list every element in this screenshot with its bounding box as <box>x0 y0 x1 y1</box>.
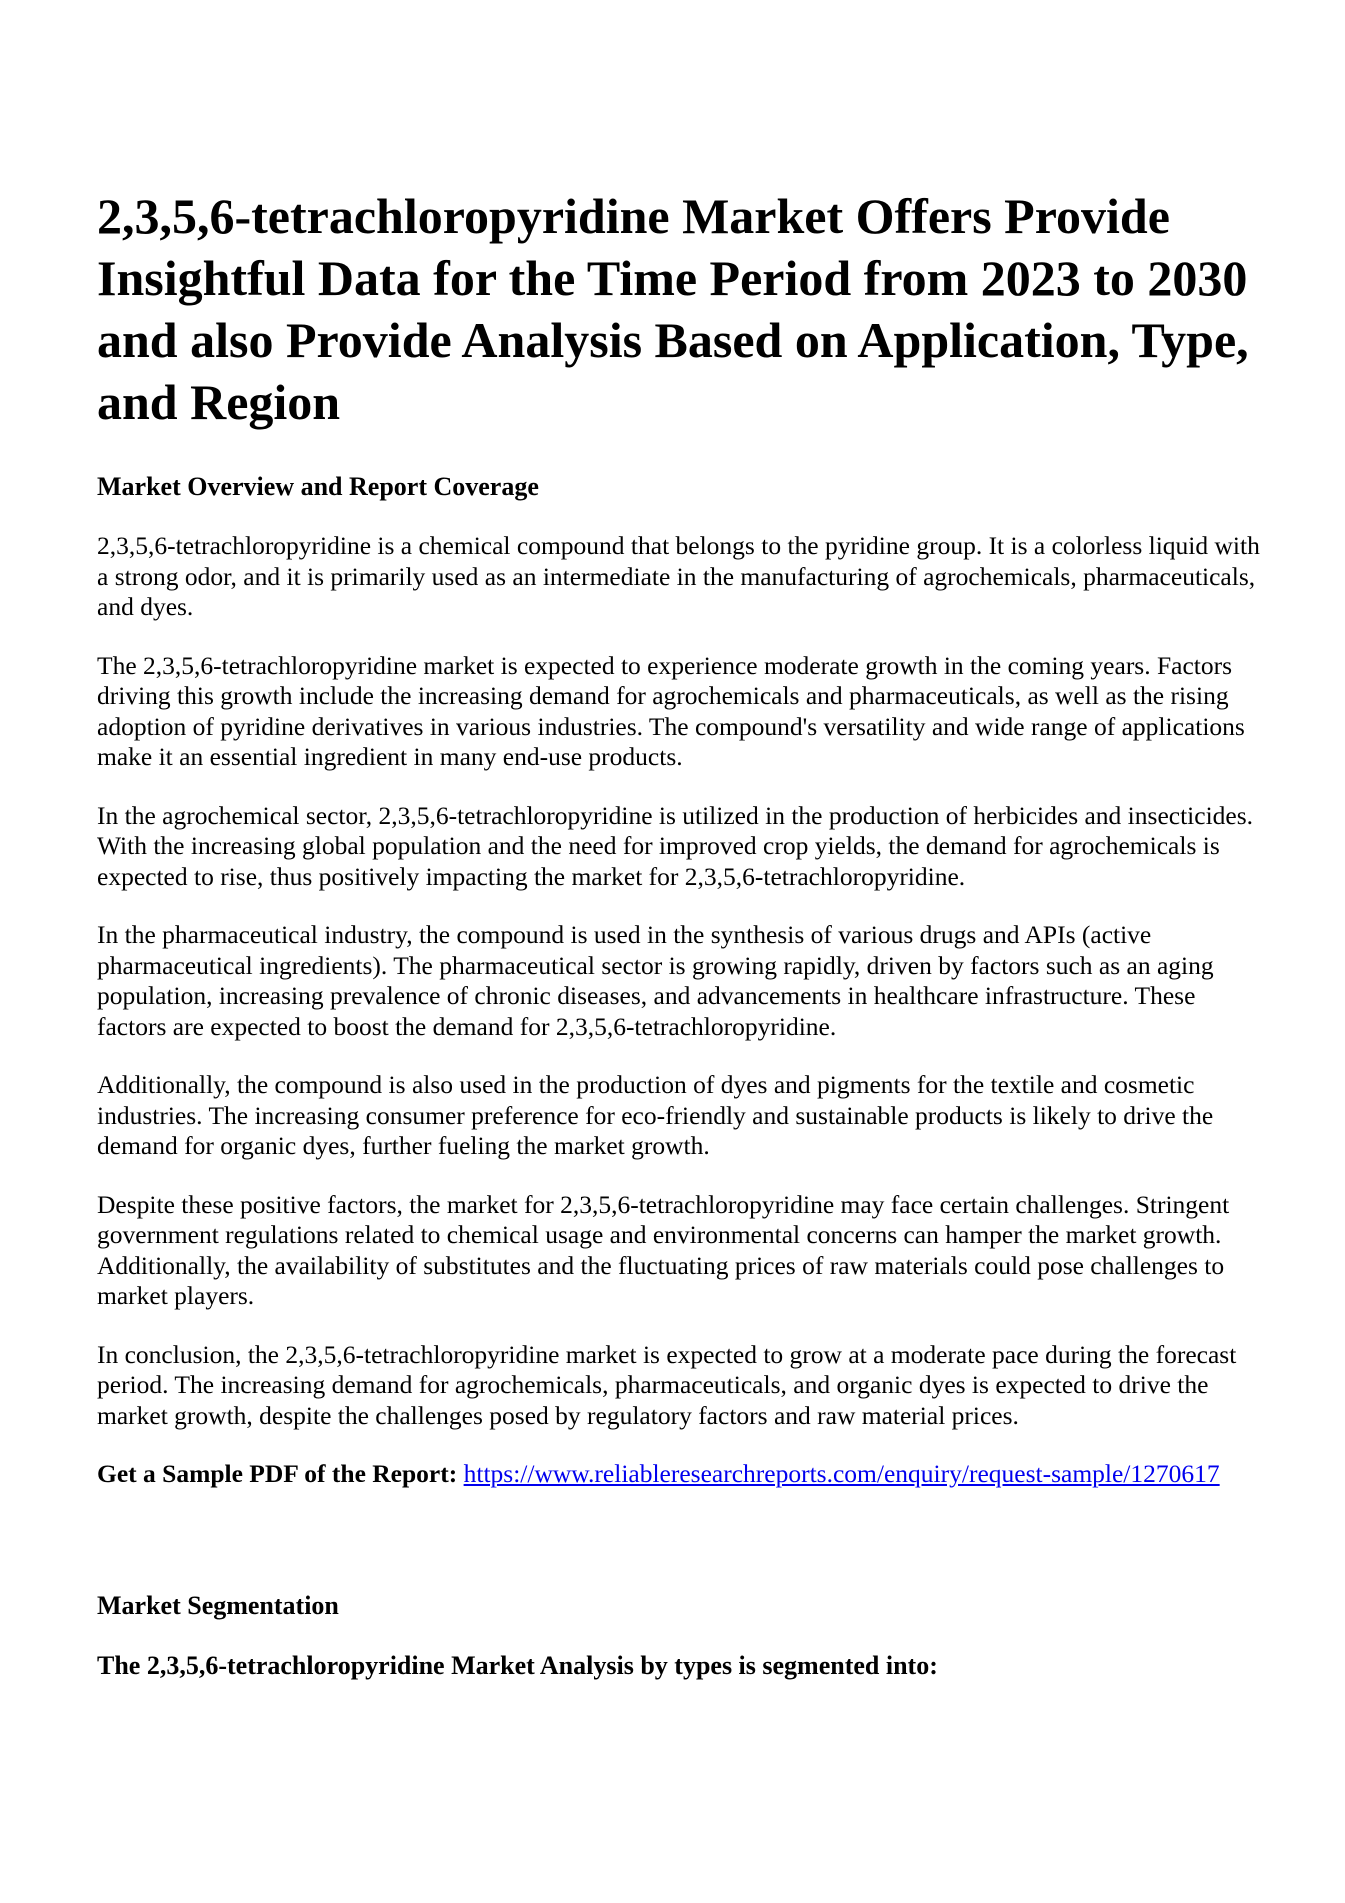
document-page <box>97 185 1267 1710</box>
sample-pdf-label: Get a Sample PDF of the Report: <box>97 1459 458 1488</box>
paragraph-intro: 2,3,5,6-tetrachloropyridine is a chemical compound that belongs to the pyridine group. It is a colorless liquid with a strong odor, and it is primarily used as an intermediate in the manufacturing of agrochemicals, pharmaceuticals, and dyes. <box>97 531 1260 621</box>
paragraph-dyes: Additionally, the compound is also used in the production of dyes and pigments for the textile and cosmetic industries. The increasing consumer preference for eco-friendly and sustainable products is likely to drive the demand for organic dyes, further fueling the market growth. <box>97 1070 1214 1160</box>
paragraph-challenges: Despite these positive factors, the market for 2,3,5,6-tetrachloropyridine may face certain challenges. Stringent government regulations related to chemical usage and environmental concerns can hamper the market growth. Additionally, the availability of substitutes and the fluctuating prices of raw materials could pose challenges to market players. <box>97 1189 1230 1310</box>
sample-pdf-link[interactable]: https://www.reliableresearchreports.com/enquiry/request-sample/1270617 <box>463 1459 1220 1488</box>
paragraph-agrochemical: In the agrochemical sector, 2,3,5,6-tetrachloropyridine is utilized in the production of herbicides and insecticides. With the increasing global population and the need for improved crop yields, the demand for agrochemicals is expected to rise, thus positively impacting the market for 2,3,5,6-tetrachloropyridine. <box>97 800 1254 891</box>
document-title: 2,3,5,6-tetrachloropyridine Market Offers Provide Insightful Data for the Time Period from 2023 to 2030 and also Provide Analysis Based on Application, Type, and Region <box>97 188 1249 430</box>
types-heading: The 2,3,5,6-tetrachloropyridine Market Analysis by types is segmented into: <box>97 1650 938 1680</box>
overview-heading: Market Overview and Report Coverage <box>97 472 539 501</box>
paragraph-conclusion: In conclusion, the 2,3,5,6-tetrachloropyridine market is expected to grow at a moderate pace during the forecast period. The increasing demand for agrochemicals, pharmaceuticals, and organic dyes is expected to drive the market growth, despite the challenges posed by regulatory factors and raw material prices. <box>97 1339 1237 1430</box>
segmentation-heading: Market Segmentation <box>97 1590 339 1620</box>
sample-pdf-line <box>97 1459 1267 1490</box>
paragraph-pharmaceutical: In the pharmaceutical industry, the compound is used in the synthesis of various drugs and APIs (active pharmaceutical ingredients). The pharmaceutical sector is growing rapidly, driven by factors such as an aging population, increasing prevalence of chronic diseases, and advancements in healthcare infrastructure. These factors are expected to boost the demand for 2,3,5,6-tetrachloropyridine. <box>97 920 1214 1041</box>
paragraph-growth: The 2,3,5,6-tetrachloropyridine market is expected to experience moderate growth in the coming years. Factors driving this growth include the increasing demand for agrochemicals and pharmaceuticals, as well as the rising adoption of pyridine derivatives in various industries. The compound's versatility and wide range of applications make it an essential ingredient in many end-use products. <box>97 650 1245 771</box>
